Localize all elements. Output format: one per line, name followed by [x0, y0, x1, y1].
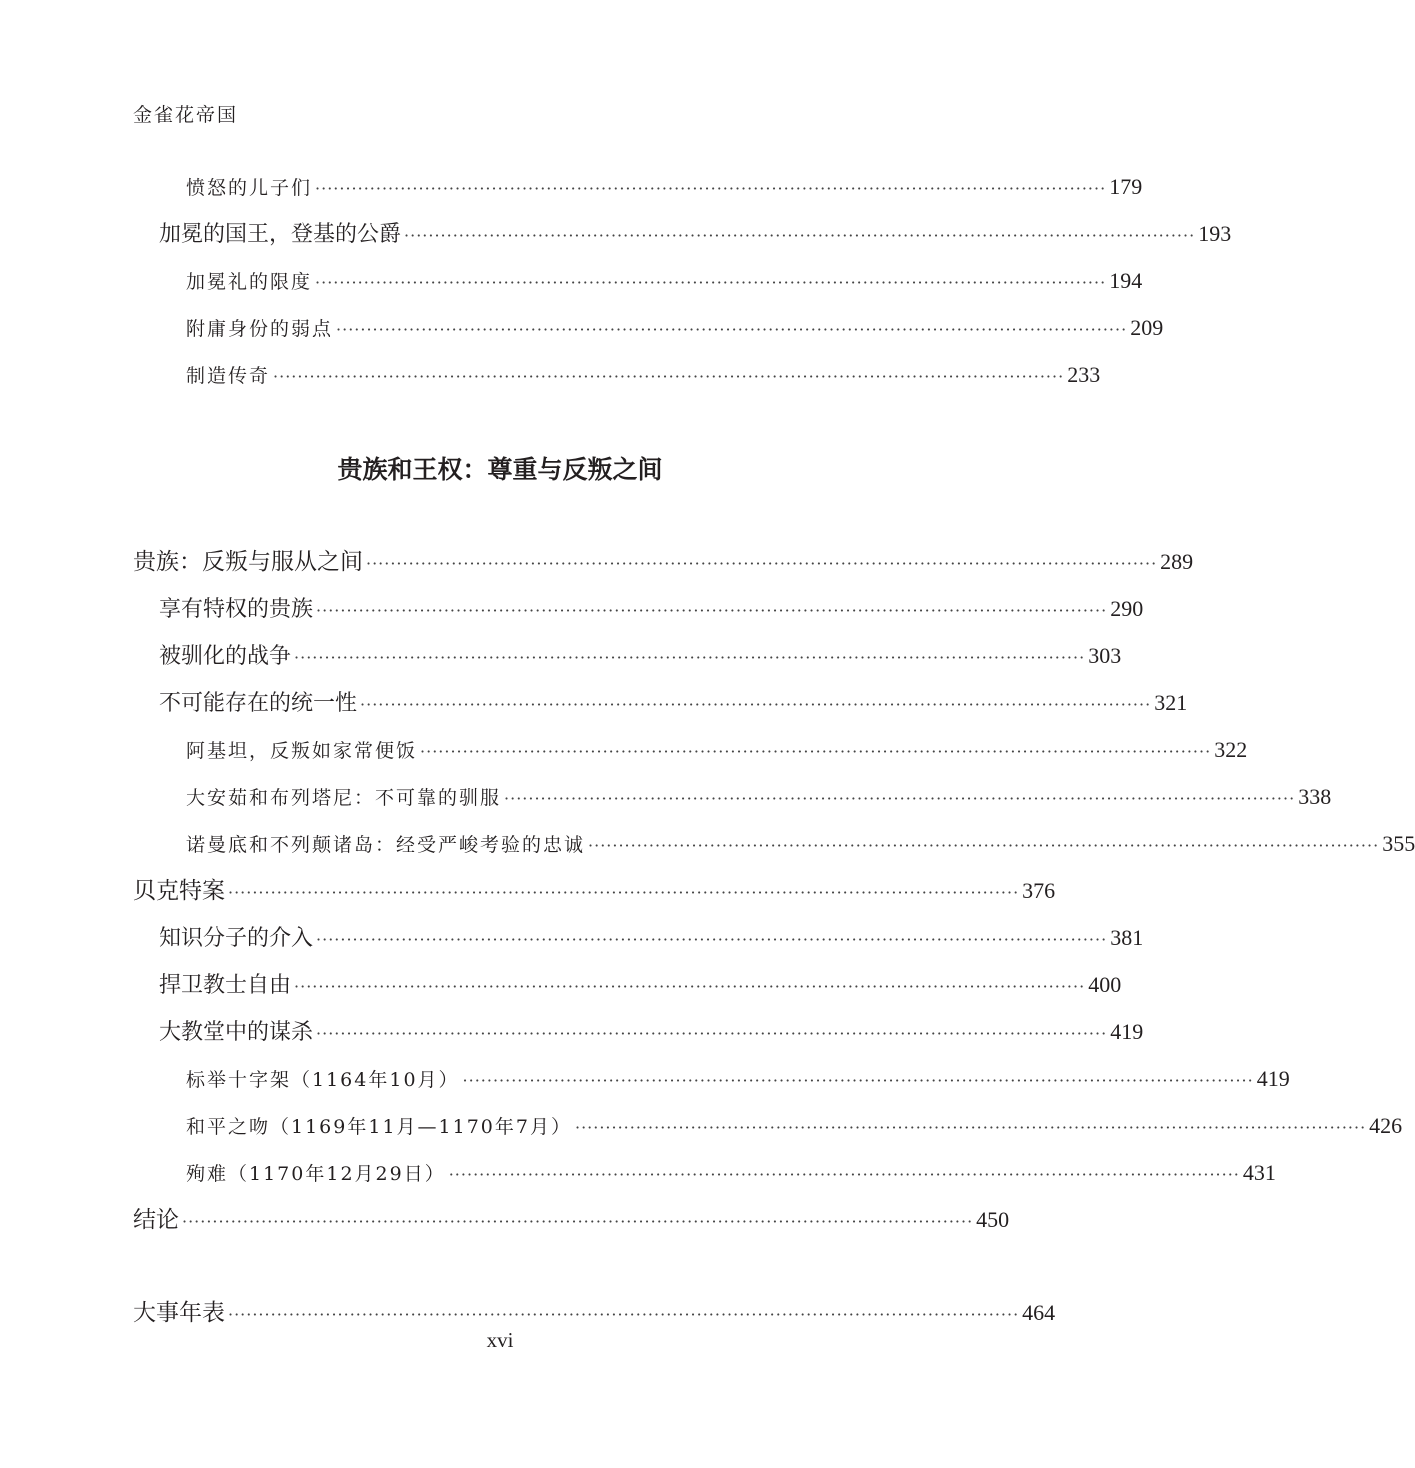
dot-leader: ··································································································································: [504, 789, 1296, 808]
dot-leader: ··································································································································: [574, 1118, 1367, 1137]
running-head: 金雀花帝国: [133, 104, 239, 126]
dot-leader: ··································································································································: [182, 1212, 974, 1231]
toc-entry[interactable]: [186, 170, 1143, 204]
dot-leader: ··································································································································: [588, 836, 1380, 855]
toc-entry-page: 303: [1088, 643, 1122, 668]
toc-entry[interactable]: [186, 780, 1332, 814]
toc-entry-page: 209: [1130, 315, 1164, 340]
toc-entry-title: 不可能存在的统一性: [159, 691, 358, 716]
dot-leader: ··································································································································: [462, 1071, 1254, 1090]
toc-entry-page: 376: [1022, 878, 1056, 903]
toc-entry-page: 321: [1154, 690, 1188, 715]
toc-entry-page: 431: [1242, 1160, 1276, 1185]
toc-entry-title: 大教堂中的谋杀: [159, 1020, 314, 1045]
toc-entry[interactable]: [159, 217, 1232, 251]
toc-entry[interactable]: [133, 1203, 1010, 1237]
toc-entry-title: 大事年表: [133, 1300, 225, 1326]
dot-leader: ··································································································································: [420, 742, 1212, 761]
toc-entry[interactable]: [159, 921, 1144, 955]
toc-entry-page: 290: [1110, 596, 1144, 621]
toc-entry[interactable]: [159, 592, 1144, 626]
dot-leader: ··································································································································: [336, 320, 1128, 339]
toc-entry-page: 419: [1110, 1019, 1144, 1044]
toc-entry-title: 附庸身份的弱点: [186, 318, 334, 340]
toc-entry-page: 381: [1110, 925, 1144, 950]
dot-leader: ··································································································································: [404, 226, 1196, 245]
toc-entry-title: 制造传奇: [186, 365, 271, 387]
dot-leader: ··································································································································: [316, 930, 1108, 949]
toc-entry[interactable]: [159, 968, 1122, 1002]
toc-entry-page: 338: [1298, 784, 1332, 809]
toc-entry-page: 400: [1088, 972, 1122, 997]
toc-entry[interactable]: [159, 639, 1122, 673]
toc-entry-title: 诺曼底和不列颠诸岛：经受严峻考验的忠诚: [186, 834, 586, 856]
toc-entry-page: 426: [1369, 1113, 1403, 1138]
toc-entry-page: 193: [1198, 221, 1232, 246]
toc-entry-title: 捍卫教士自由: [159, 973, 292, 998]
toc-entry-page: 289: [1160, 549, 1194, 574]
dot-leader: ··································································································································: [316, 601, 1108, 620]
dot-leader: ··································································································································: [316, 1024, 1108, 1043]
toc-entry-title: 加冕礼的限度: [186, 271, 313, 293]
toc-entry-title: 结论: [133, 1207, 179, 1233]
toc-entry-page: 322: [1214, 737, 1248, 762]
dot-leader: ··································································································································: [360, 695, 1152, 714]
toc-entry-title: 贵族：反叛与服从之间: [133, 549, 363, 575]
toc-entry[interactable]: [186, 264, 1143, 298]
toc-entry-title: 享有特权的贵族: [159, 597, 314, 622]
dot-leader: ··································································································································: [294, 977, 1086, 996]
toc-entry-title: 殉难（1170年12月29日）: [186, 1163, 446, 1185]
toc-entry[interactable]: [186, 733, 1248, 767]
toc-entry[interactable]: [159, 1015, 1144, 1049]
toc-entry-title: 知识分子的介入: [159, 926, 314, 951]
dot-leader: ··································································································································: [366, 554, 1158, 573]
dot-leader: ··································································································································: [448, 1165, 1240, 1184]
toc-entry[interactable]: [186, 1109, 1403, 1143]
toc-entry-title: 和平之吻（1169年11月—1170年7月）: [186, 1116, 572, 1138]
toc-entry[interactable]: [186, 1156, 1276, 1190]
dot-leader: ··································································································································: [315, 273, 1107, 292]
dot-leader: ··································································································································: [228, 1305, 1020, 1324]
toc-entry-title: 贝克特案: [133, 878, 225, 904]
dot-leader: ··································································································································: [315, 179, 1107, 198]
toc-entry[interactable]: [133, 874, 1056, 908]
toc-entry[interactable]: [186, 1062, 1290, 1096]
dot-leader: ··································································································································: [273, 367, 1065, 386]
section-heading: 贵族和王权：尊重与反叛之间: [337, 455, 663, 484]
dot-leader: ··································································································································: [294, 648, 1086, 667]
toc-entry-title: 大安茹和布列塔尼：不可靠的驯服: [186, 787, 502, 809]
toc-entry-page: 355: [1382, 831, 1415, 856]
toc-entry-title: 标举十字架（1164年10月）: [186, 1069, 460, 1091]
toc-entry[interactable]: [133, 545, 1194, 579]
toc-entry-title: 被驯化的战争: [159, 644, 292, 669]
toc-entry-title: 愤怒的儿子们: [186, 177, 313, 199]
toc-entry[interactable]: [186, 827, 1415, 861]
toc-entry-page: 464: [1022, 1300, 1056, 1325]
toc-entry-page: 233: [1067, 362, 1101, 387]
toc-entry-title: 加冕的国王，登基的公爵: [159, 222, 402, 247]
toc-entry-page: 419: [1256, 1066, 1290, 1091]
toc-entry[interactable]: [186, 358, 1101, 392]
toc-entry-page: 194: [1109, 268, 1143, 293]
page-number: xvi: [486, 1328, 514, 1352]
toc-entry-title: 阿基坦，反叛如家常便饭: [186, 740, 418, 762]
toc-entry-page: 179: [1109, 174, 1143, 199]
dot-leader: ··································································································································: [228, 883, 1020, 902]
toc-entry-page: 450: [976, 1207, 1010, 1232]
toc-entry[interactable]: [159, 686, 1188, 720]
toc-entry[interactable]: [186, 311, 1164, 345]
